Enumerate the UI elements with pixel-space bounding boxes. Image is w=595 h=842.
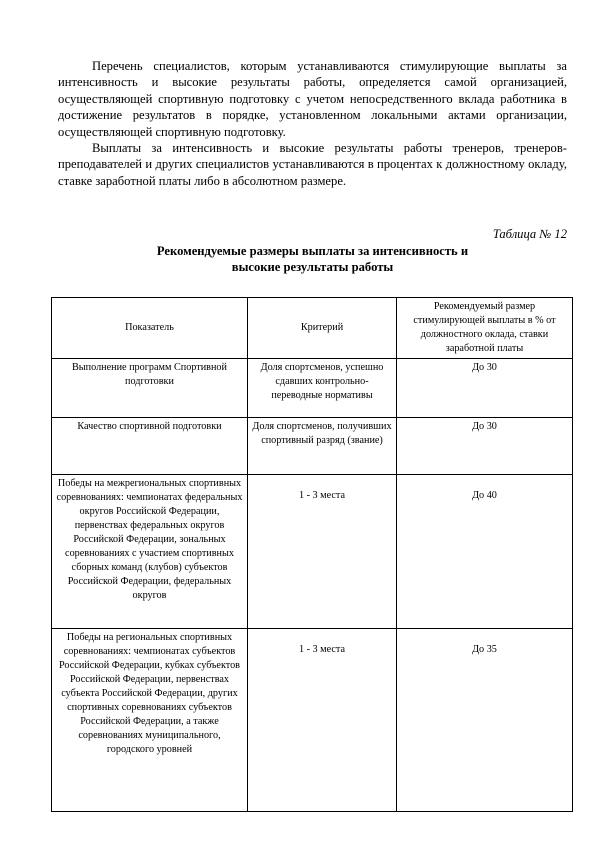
table-header-row [52, 298, 573, 359]
cell-criterion: Доля спортсменов, получивших спортивный разряд (звание) [248, 418, 397, 475]
table-title-line-1: Рекомендуемые размеры выплаты за интенсивность и [156, 244, 469, 258]
payments-paragraph: Выплаты за интенсивность и высокие результаты работы тренеров, тренеров-преподавателей и других специалистов устанавливаются в процентах к должностному окладу, ставке заработной платы либо в абсолютном размере. [58, 141, 567, 188]
cell-amount: До 30 [397, 359, 573, 418]
payments-table [51, 297, 573, 812]
cell-indicator: Победы на региональных спортивных соревнованиях: чемпионатах субъектов Российской Федерации, кубках субъектов Российской Федерации, первенствах субъекта Российской Федерации, других спортивных соревнованиях субъектов Российской Федерации, а также соревнованиях муниципального, городского уровней [52, 629, 248, 812]
table-row [52, 359, 573, 418]
table-row [52, 629, 573, 812]
table-title-line-2: высокие результаты работы [231, 260, 394, 274]
header-amount: Рекомендуемый размер стимулирующей выплаты в % от должностного оклада, ставки заработной платы [397, 298, 573, 359]
cell-criterion: 1 - 3 места [248, 475, 397, 629]
cell-amount: До 40 [397, 475, 573, 629]
table-title [58, 243, 567, 275]
cell-amount: До 35 [397, 629, 573, 812]
table-number: Таблица № 12 [492, 227, 567, 241]
cell-indicator: Выполнение программ Спортивной подготовки [52, 359, 248, 418]
cell-indicator: Качество спортивной подготовки [52, 418, 248, 475]
intro-paragraph: Перечень специалистов, которым устанавливаются стимулирующие выплаты за интенсивность и высокие результаты работы, определяется самой организацией, осуществляющей спортивную подготовку с учетом непосредственного вклада работника в достижение результатов в порядке, установленном локальными актами организации, осуществляющей спортивную подготовку. [58, 59, 567, 139]
cell-amount: До 30 [397, 418, 573, 475]
cell-criterion: 1 - 3 места [248, 629, 397, 812]
table-row [52, 475, 573, 629]
header-indicator: Показатель [52, 298, 248, 359]
cell-indicator: Победы на межрегиональных спортивных соревнованиях: чемпионатах федеральных округов Российской Федерации, первенствах федеральных округов Российской Федерации, зональных соревнованиях с участием спортивных сборных команд (клубов) субъектов Российской Федерации, федеральных округов [52, 475, 248, 629]
table-row [52, 418, 573, 475]
cell-criterion: Доля спортсменов, успешно сдавших контрольно-переводные нормативы [248, 359, 397, 418]
header-criterion: Критерий [248, 298, 397, 359]
